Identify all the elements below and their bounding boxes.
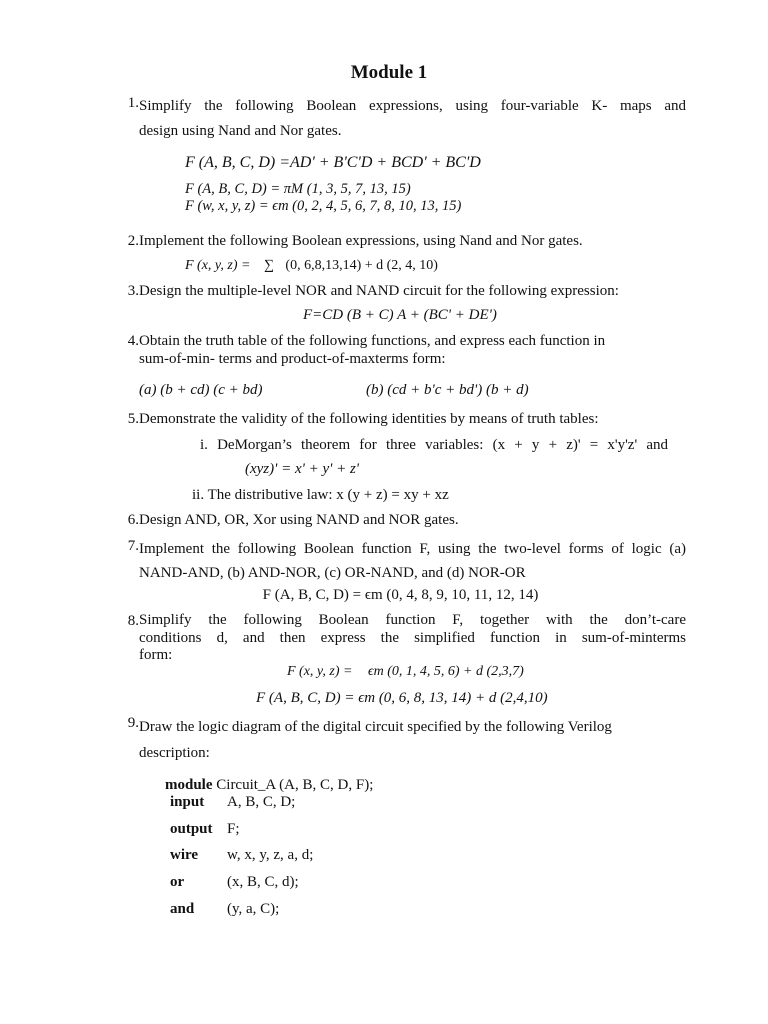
- question-8: [115, 612, 686, 665]
- question-number: 1.: [127, 95, 139, 111]
- question-6: [115, 511, 686, 529]
- expression-lhs: F (x, y, z) =: [287, 664, 353, 679]
- question-text-line: Demonstrate the validity of the following identities by means of truth tables:: [139, 411, 599, 427]
- question-text-line: Obtain the truth table of the following functions, and express each function in: [139, 333, 606, 349]
- expression-rhs: ϵm (0, 1, 4, 5, 6) + d (2,3,7): [367, 664, 524, 679]
- identity-demorgan: i. DeMorgan’s theorem for three variables: (x + y + z)' = x'y'z' and: [200, 437, 668, 453]
- boolean-expression: F (A, B, C, D) = ϵm (0, 4, 8, 9, 10, 11, 12, 14): [262, 587, 539, 603]
- verilog-arguments: w, x, y, z, a, d;: [227, 847, 314, 863]
- function-part-a: (a) (b + cd) (c + bd): [139, 382, 263, 398]
- question-text-line: Design the multiple-level NOR and NAND circuit for the following expression:: [139, 283, 619, 299]
- question-text-line: NAND-AND, (b) AND-NOR, (c) OR-NAND, and (d) NOR-OR: [139, 565, 526, 581]
- question-text-line: Simplify the following Boolean expressions, using four-variable K- maps and: [139, 98, 686, 114]
- identity-demorgan-continued: (xyz)' = x' + y' + z': [245, 461, 359, 477]
- question-text-line: Simplify the following Boolean function F, together with the don’t-care: [139, 612, 686, 628]
- boolean-expression: [287, 663, 524, 680]
- question-number: 2.: [127, 233, 139, 249]
- expression-lhs: F (x, y, z) =: [185, 258, 251, 273]
- question-text-line: Design AND, OR, Xor using NAND and NOR gates.: [139, 512, 459, 528]
- question-9: [115, 714, 686, 766]
- question-4: [115, 332, 686, 368]
- verilog-module-line: [165, 776, 373, 794]
- verilog-keyword: output: [170, 821, 213, 837]
- question-5: [115, 410, 686, 428]
- verilog-keyword: wire: [170, 847, 199, 863]
- question-text-line: form:: [139, 647, 173, 663]
- verilog-keyword: input: [170, 794, 205, 810]
- question-2: [115, 232, 686, 250]
- function-part-b: (b) (cd + b'c + bd') (b + d): [366, 382, 529, 398]
- verilog-arguments: F;: [227, 821, 240, 837]
- question-number: 7.: [127, 538, 139, 554]
- verilog-keyword: module: [165, 777, 213, 793]
- question-text-line: Draw the logic diagram of the digital circuit specified by the following Verilog: [139, 719, 612, 735]
- identity-distributive: ii. The distributive law: x (y + z) = xy + xz: [192, 487, 449, 503]
- question-text-line: design using Nand and Nor gates.: [139, 123, 342, 139]
- question-number: 5.: [127, 411, 139, 427]
- question-number: 8.: [127, 613, 139, 629]
- question-number: 4.: [127, 333, 139, 349]
- question-3: [115, 282, 686, 300]
- boolean-expression: [185, 257, 438, 274]
- boolean-expression: F=CD (B + C) A + (BC' + DE'): [303, 307, 497, 323]
- question-7: [115, 537, 686, 585]
- question-text-line: conditions d, and then express the simplified function in sum-of-minterms: [139, 629, 686, 646]
- question-number: 3.: [127, 283, 139, 299]
- question-text-line: sum-of-min- terms and product-of-maxterms form:: [139, 351, 446, 367]
- question-number: 9.: [127, 715, 139, 731]
- verilog-arguments: (y, a, C);: [227, 901, 280, 917]
- question-text-line: description:: [139, 745, 210, 761]
- verilog-module-signature: Circuit_A (A, B, C, D, F);: [216, 777, 374, 793]
- verilog-arguments: (x, B, C, d);: [227, 874, 299, 890]
- question-text-line: Implement the following Boolean expressions, using Nand and Nor gates.: [139, 233, 583, 249]
- question-number: 6.: [127, 512, 139, 528]
- boolean-expression: F (w, x, y, z) = ϵm (0, 2, 4, 5, 6, 7, 8, 10, 13, 15): [185, 198, 462, 214]
- verilog-keyword: or: [170, 874, 185, 890]
- page-title: Module 1: [350, 62, 428, 83]
- summation-symbol: ∑: [263, 258, 274, 273]
- verilog-keyword: and: [170, 901, 195, 917]
- boolean-expression: F (A, B, C, D) = ϵm (0, 6, 8, 13, 14) + d (2,4,10): [256, 690, 548, 706]
- expression-rhs: (0, 6,8,13,14) + d (2, 4, 10): [285, 258, 438, 273]
- verilog-arguments: A, B, C, D;: [227, 794, 296, 810]
- boolean-expression: F (A, B, C, D) = πM (1, 3, 5, 7, 13, 15): [185, 181, 411, 197]
- question-1: [115, 94, 686, 144]
- question-text-line: Implement the following Boolean function F, using the two-level forms of logic (a): [139, 541, 686, 557]
- boolean-expression: F (A, B, C, D) =AD' + B'C'D + BCD' + BC'D: [185, 154, 481, 171]
